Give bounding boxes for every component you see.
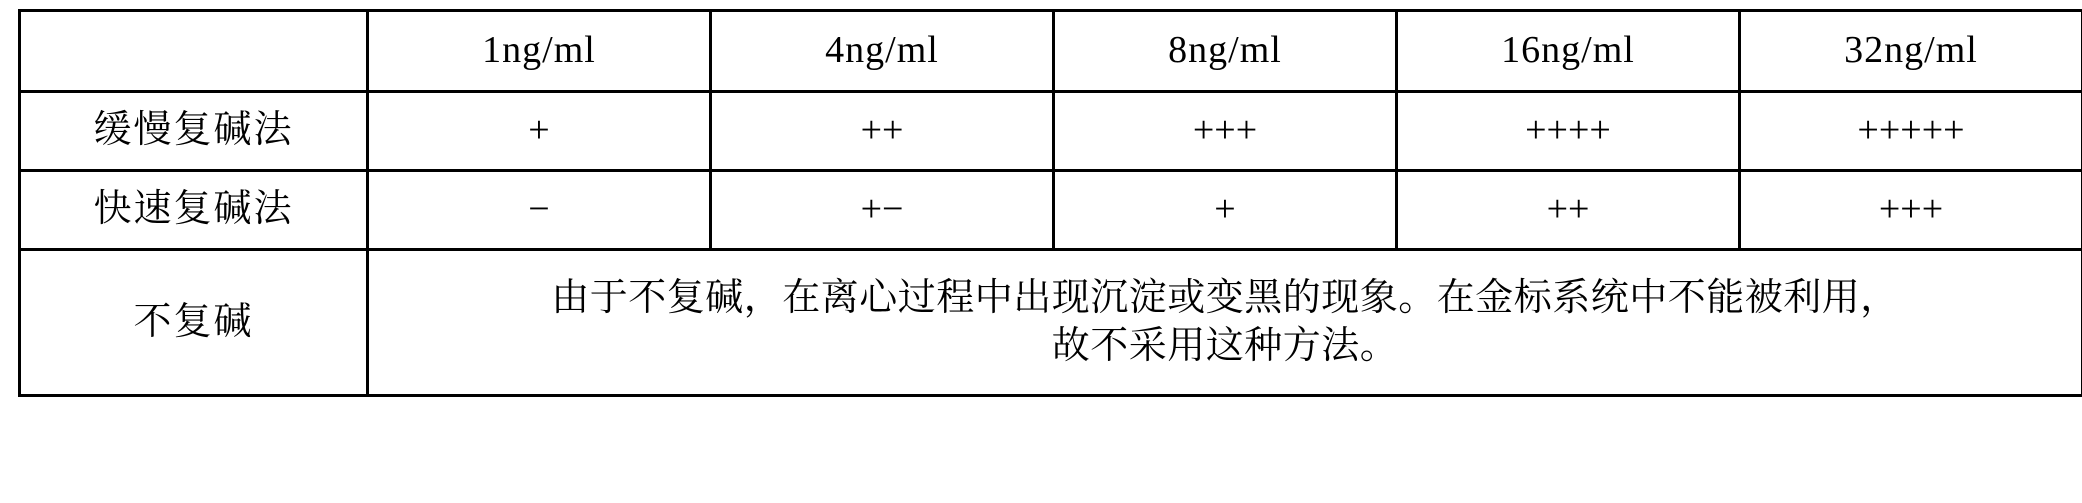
column-header-16ngml: 16ng/ml [1397,11,1740,92]
column-header-32ngml: 32ng/ml [1740,11,2082,92]
table-row [20,92,2082,171]
cell-slow-1ngml: + [368,92,711,171]
document-page [0,9,2082,503]
note-text-cell [368,250,2082,396]
row-label-no-realkalization: 不复碱 [20,250,368,396]
table-note-row [20,250,2082,396]
row-label-slow-realkalization: 缓慢复碱法 [20,92,368,171]
cell-fast-32ngml: +++ [1740,171,2082,250]
table-body [20,11,2082,396]
cell-slow-4ngml: ++ [711,92,1054,171]
cell-slow-32ngml: +++++ [1740,92,2082,171]
cell-fast-16ngml: ++ [1397,171,1740,250]
cell-slow-16ngml: ++++ [1397,92,1740,171]
note-text-line-1: 由于不复碱，在离心过程中出现沉淀或变黑的现象。在金标系统中不能被利用， [369,275,2081,323]
note-text-line-2: 故不采用这种方法。 [369,323,2081,371]
column-header-8ngml: 8ng/ml [1054,11,1397,92]
row-label-fast-realkalization: 快速复碱法 [20,171,368,250]
column-header-1ngml: 1ng/ml [368,11,711,92]
table-row [20,171,2082,250]
table-corner-cell [20,11,368,92]
cell-slow-8ngml: +++ [1054,92,1397,171]
cell-fast-1ngml: − [368,171,711,250]
results-table [18,9,2082,397]
table-header-row [20,11,2082,92]
cell-fast-4ngml: +− [711,171,1054,250]
cell-fast-8ngml: + [1054,171,1397,250]
column-header-4ngml: 4ng/ml [711,11,1054,92]
